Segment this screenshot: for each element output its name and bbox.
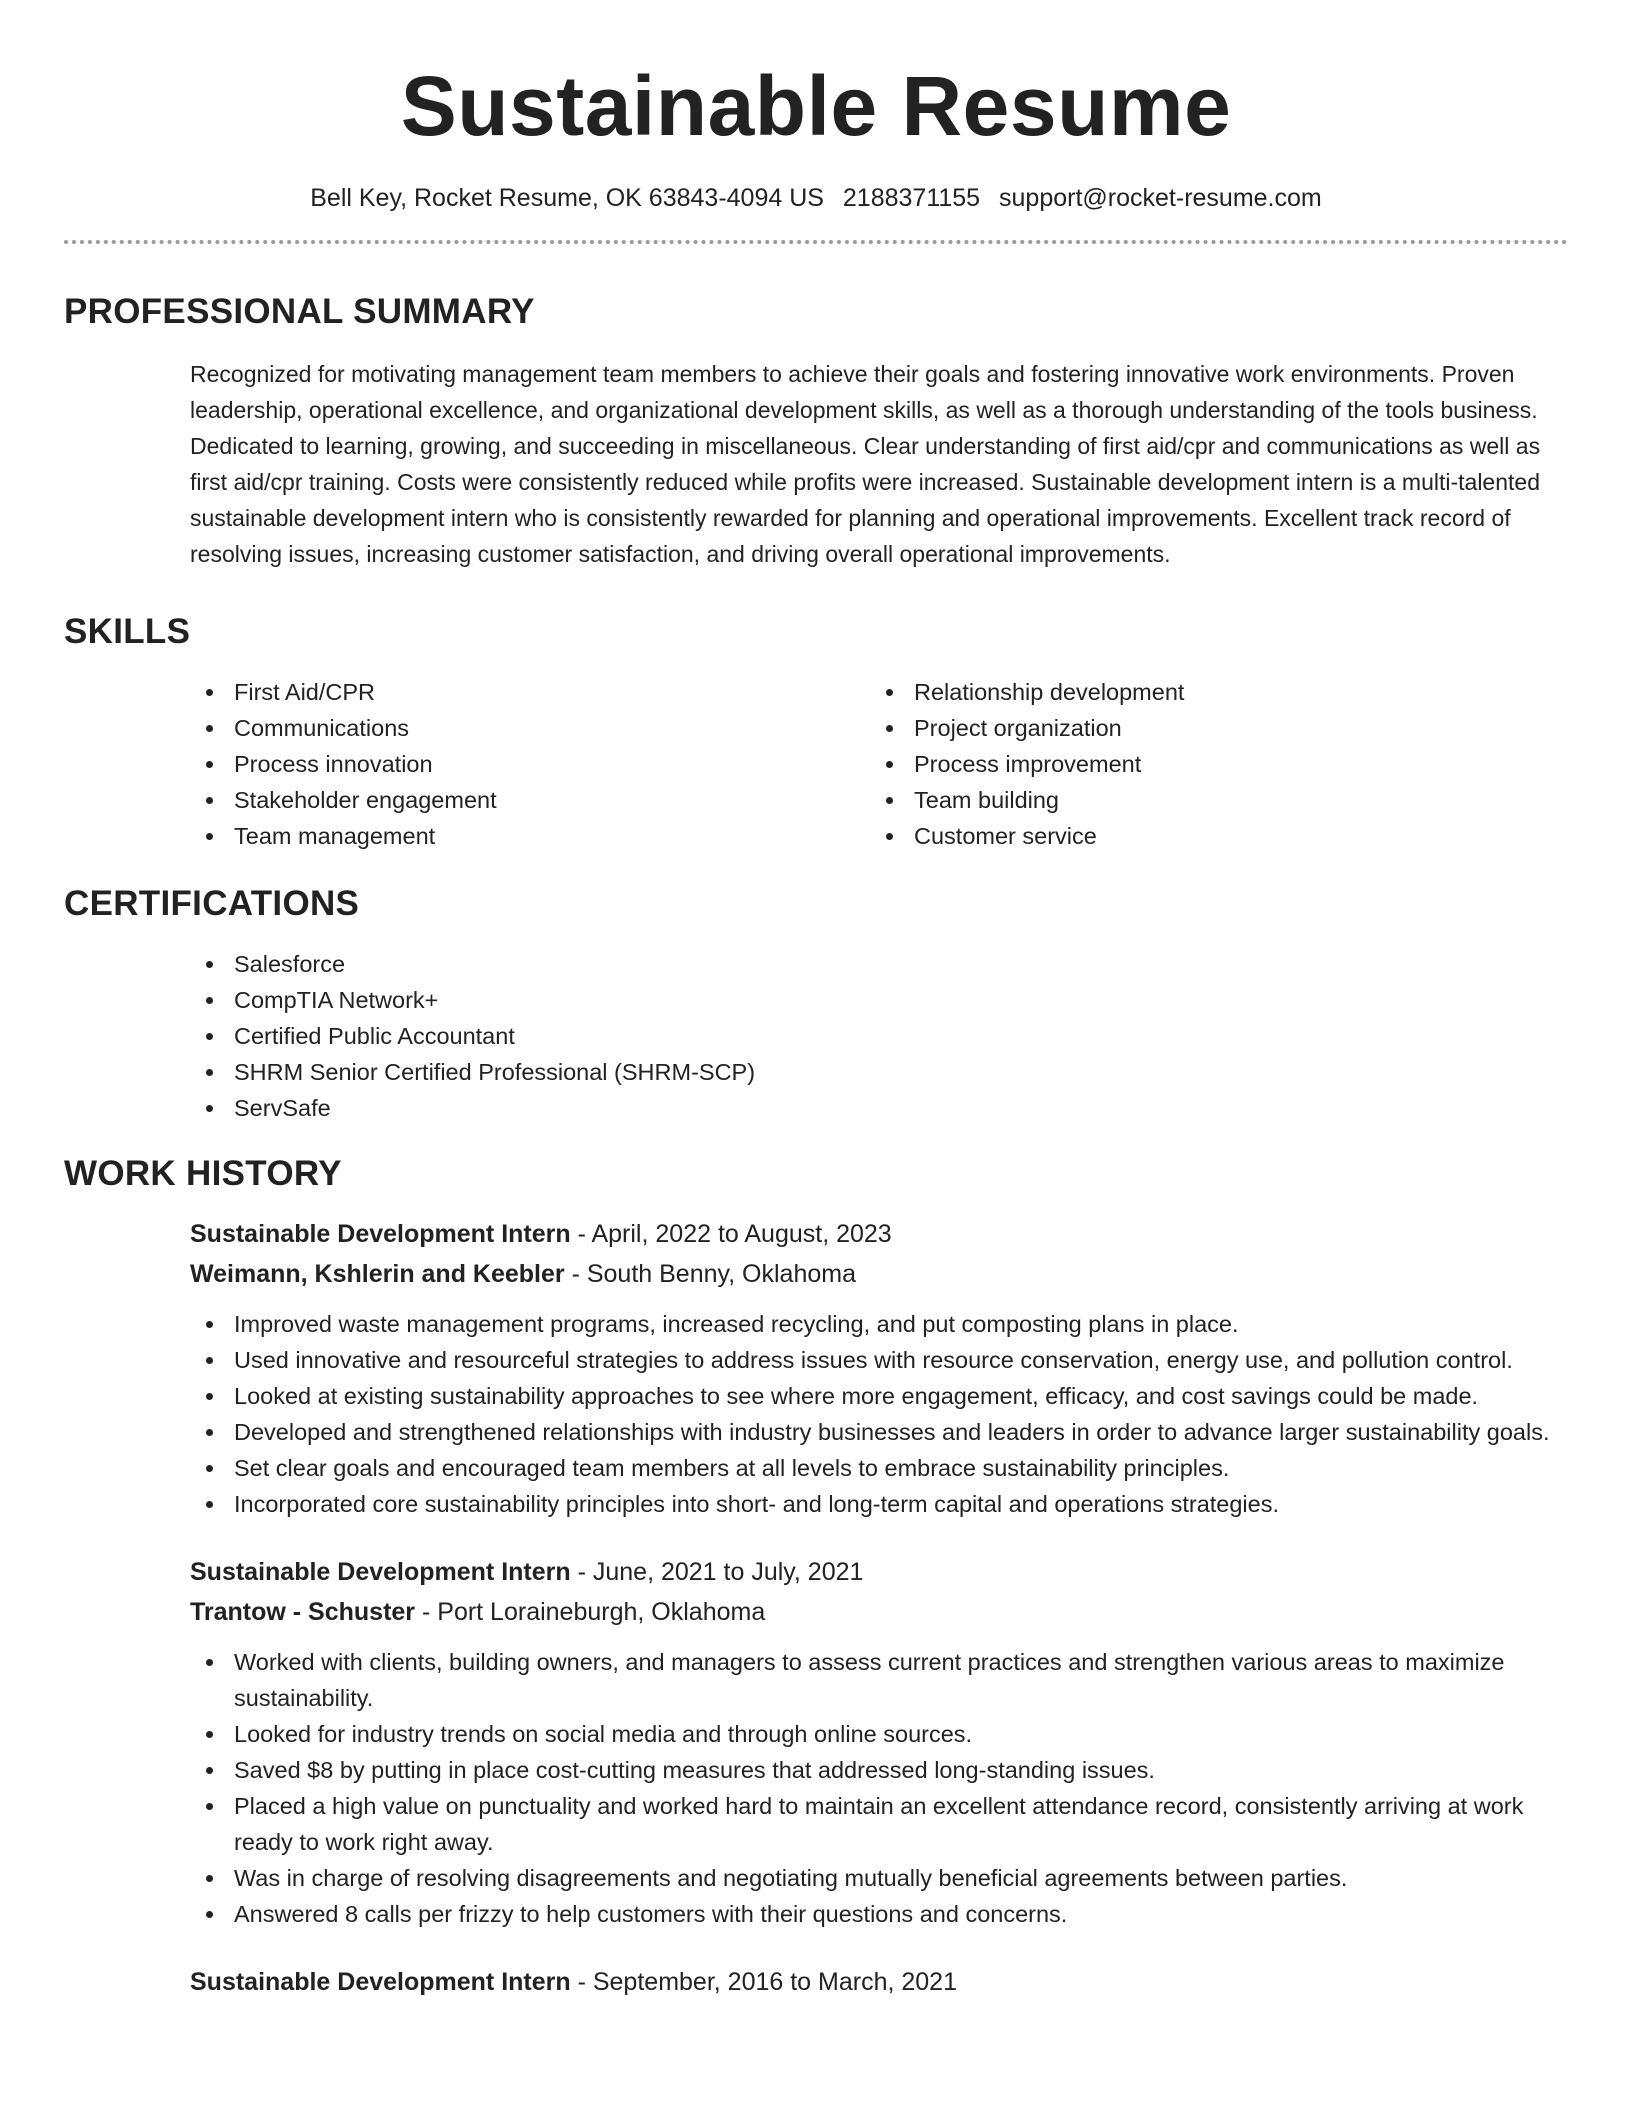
- certifications-heading: CERTIFICATIONS: [64, 884, 360, 923]
- contact-email: support@rocket-resume.com: [999, 184, 1322, 212]
- skill-item: Relationship development: [870, 674, 1550, 710]
- skill-item: Process innovation: [190, 746, 870, 782]
- job-duties-list: [190, 1644, 1568, 1932]
- job-duty-item: Was in charge of resolving disagreements and negotiating mutually beneficial agreements between parties.: [190, 1860, 1568, 1896]
- job-entry: [64, 1552, 1568, 1932]
- job-dates: - April, 2022 to August, 2023: [570, 1220, 892, 1248]
- contact-address: Bell Key, Rocket Resume, OK 63843-4094 US: [310, 184, 824, 212]
- skill-item: Project organization: [870, 710, 1550, 746]
- skill-item: Customer service: [870, 818, 1550, 854]
- certification-item: Salesforce: [190, 946, 1568, 982]
- job-entry: [64, 1962, 1568, 2002]
- job-duty-item: Placed a high value on punctuality and worked hard to maintain an excellent attendance record, consistently arriving at work ready to work right away.: [190, 1788, 1568, 1860]
- skill-item: Stakeholder engagement: [190, 782, 870, 818]
- job-duty-item: Answered 8 calls per frizzy to help customers with their questions and concerns.: [190, 1896, 1568, 1932]
- skill-item: First Aid/CPR: [190, 674, 870, 710]
- job-duty-item: Looked at existing sustainability approaches to see where more engagement, efficacy, and cost savings could be made.: [190, 1378, 1568, 1414]
- job-company: Weimann, Kshlerin and Keebler: [190, 1260, 565, 1288]
- job-company-line: [190, 1592, 1568, 1632]
- job-company: Trantow - Schuster: [190, 1598, 416, 1626]
- certification-item: Certified Public Accountant: [190, 1018, 1568, 1054]
- job-duty-item: Incorporated core sustainability principles into short- and long-term capital and operations strategies.: [190, 1486, 1568, 1522]
- job-duty-item: Worked with clients, building owners, and managers to assess current practices and strengthen various areas to maximize sustainability.: [190, 1644, 1568, 1716]
- job-duty-item: Set clear goals and encouraged team members at all levels to embrace sustainability principles.: [190, 1450, 1568, 1486]
- job-dates: - September, 2016 to March, 2021: [570, 1968, 957, 1996]
- job-role: Sustainable Development Intern: [190, 1968, 571, 1996]
- job-duties-list: [190, 1306, 1568, 1522]
- job-duty-item: Improved waste management programs, increased recycling, and put composting plans in place.: [190, 1306, 1568, 1342]
- job-duty-item: Developed and strengthened relationships with industry businesses and leaders in order to advance larger sustainability goals.: [190, 1414, 1568, 1450]
- resume-name: Sustainable Resume: [400, 59, 1232, 153]
- skill-item: Team management: [190, 818, 870, 854]
- skill-item: Communications: [190, 710, 870, 746]
- job-location: - South Benny, Oklahoma: [564, 1260, 856, 1288]
- work-history-heading: WORK HISTORY: [64, 1154, 342, 1193]
- job-location: - Port Loraineburgh, Oklahoma: [415, 1598, 766, 1626]
- contact-phone: 2188371155: [842, 184, 981, 212]
- job-title-line: [190, 1214, 1568, 1254]
- job-duty-item: Saved $8 by putting in place cost-cutting measures that addressed long-standing issues.: [190, 1752, 1568, 1788]
- skills-heading: SKILLS: [64, 612, 191, 651]
- job-dates: - June, 2021 to July, 2021: [570, 1558, 864, 1586]
- summary-heading: PROFESSIONAL SUMMARY: [64, 292, 535, 331]
- header-divider: [64, 240, 1568, 244]
- skill-item: Team building: [870, 782, 1550, 818]
- job-company-line: [190, 1254, 1568, 1294]
- certification-item: CompTIA Network+: [190, 982, 1568, 1018]
- certifications-list: [190, 946, 1568, 1126]
- skill-item: Process improvement: [870, 746, 1550, 782]
- job-title-line: [190, 1552, 1568, 1592]
- contact-line: [64, 182, 1568, 214]
- skills-list-right: [870, 674, 1550, 854]
- skills-grid: [64, 674, 1568, 854]
- job-duty-item: Looked for industry trends on social media and through online sources.: [190, 1716, 1568, 1752]
- certification-item: ServSafe: [190, 1090, 1568, 1126]
- certification-item: SHRM Senior Certified Professional (SHRM-SCP): [190, 1054, 1568, 1090]
- job-duty-item: Used innovative and resourceful strategies to address issues with resource conservation, energy use, and pollution control.: [190, 1342, 1568, 1378]
- job-role: Sustainable Development Intern: [190, 1220, 571, 1248]
- job-entry: [64, 1214, 1568, 1522]
- job-role: Sustainable Development Intern: [190, 1558, 571, 1586]
- job-title-line: [190, 1962, 1568, 2002]
- summary-text: Recognized for motivating management team members to achieve their goals and fostering innovative work environments. Proven leadership, operational excellence, and organizational development skills, as well as a thorough understanding of the tools business. Dedicated to learning, growing, and succeeding in miscellaneous. Clear understanding of first aid/cpr and communications as well as first aid/cpr training. Costs were consistently reduced while profits were increased. Sustainable development intern is a multi-talented sustainable development intern who is consistently rewarded for planning and operational improvements. Excellent track record of resolving issues, increasing customer satisfaction, and driving overall operational improvements.: [190, 361, 1541, 567]
- skills-list-left: [190, 674, 870, 854]
